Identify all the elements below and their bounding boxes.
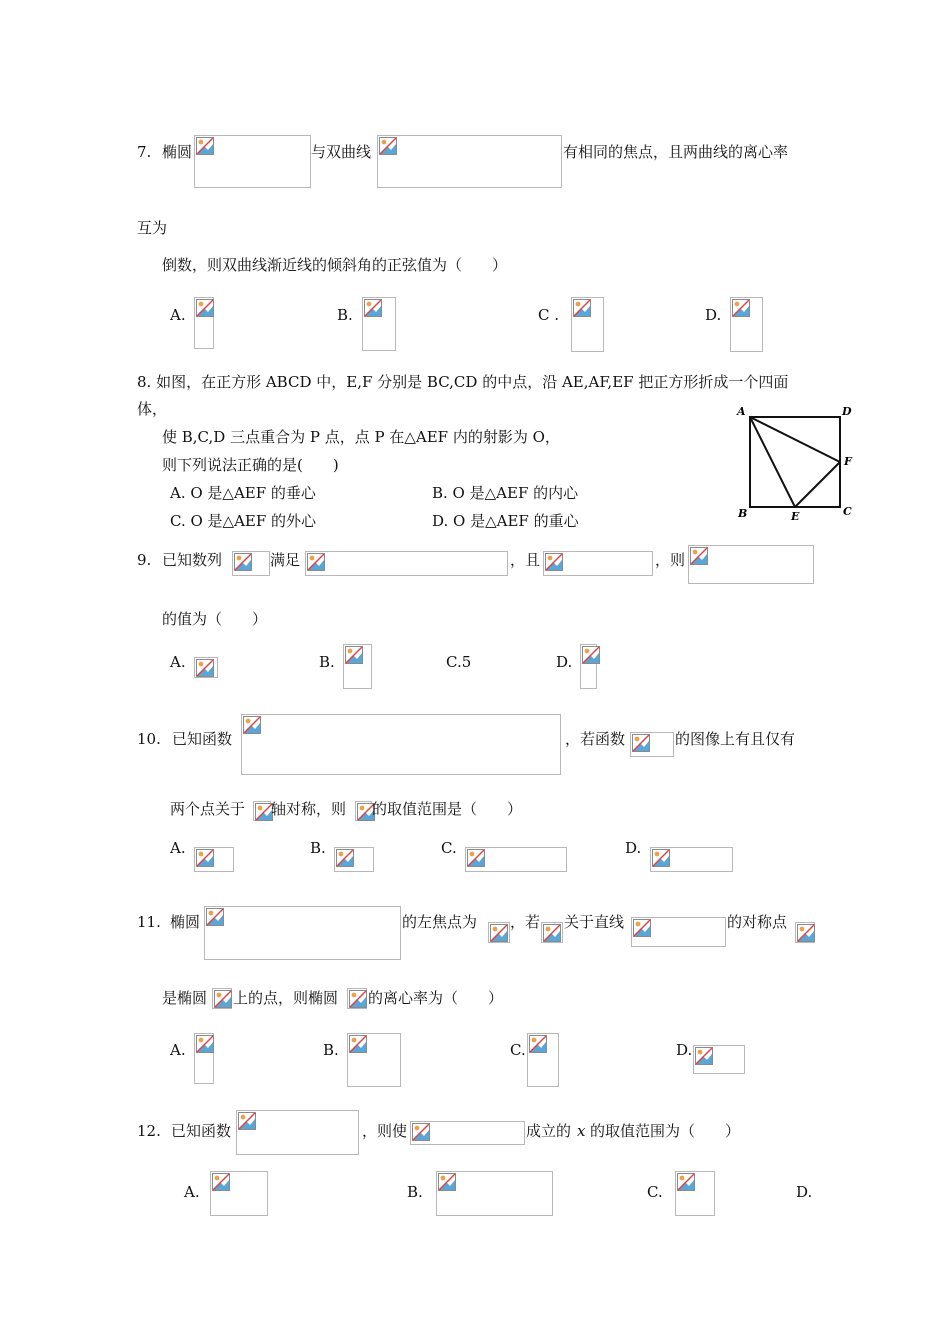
broken-image-icon xyxy=(529,1035,547,1053)
broken-image-icon xyxy=(677,1173,695,1191)
q12-number: 12. xyxy=(137,1122,161,1140)
q9-text: ，则 xyxy=(655,551,686,569)
formula-image xyxy=(580,644,597,689)
broken-image-icon xyxy=(582,646,600,664)
q12-variable: x xyxy=(577,1122,586,1140)
broken-image-icon xyxy=(797,924,815,942)
formula-image xyxy=(204,906,401,960)
formula-image xyxy=(571,297,604,352)
label-A: A xyxy=(737,405,746,418)
broken-image-icon xyxy=(307,553,325,571)
broken-image-icon xyxy=(438,1173,456,1191)
formula-image xyxy=(377,135,562,188)
broken-image-icon xyxy=(196,659,214,677)
q7-number: 7. xyxy=(137,143,152,161)
broken-image-icon xyxy=(364,299,382,317)
formula-image xyxy=(650,847,733,872)
q12-option-c: C. xyxy=(647,1183,663,1201)
q8-option-a: A. O 是△AEF 的垂心 xyxy=(170,484,316,502)
q11-text: 椭圆 xyxy=(170,913,201,931)
q8-line: 体， xyxy=(137,400,168,418)
q11-text: 是椭圆 xyxy=(162,989,208,1007)
q9-option-d: D. xyxy=(556,653,573,671)
formula-image xyxy=(194,1033,214,1084)
broken-image-icon xyxy=(545,553,563,571)
q10-text: 的图像上有且仅有 xyxy=(675,730,796,748)
broken-image-icon xyxy=(695,1047,713,1065)
formula-image xyxy=(194,847,234,872)
formula-image xyxy=(488,922,510,943)
formula-image xyxy=(212,988,232,1009)
q10-text: 两个点关于 xyxy=(170,800,246,818)
broken-image-icon xyxy=(243,716,261,734)
broken-image-icon xyxy=(349,990,367,1008)
q12-text: 已知函数 xyxy=(171,1122,232,1140)
q11-text: 的对称点 xyxy=(727,913,788,931)
formula-image xyxy=(527,1033,559,1087)
formula-image xyxy=(795,922,815,943)
q10-option-a: A. xyxy=(170,839,186,857)
q7-text: 倒数，则双曲线渐近线的倾斜角的正弦值为（ ） xyxy=(162,256,508,274)
q11-text: 的左焦点为 xyxy=(402,913,478,931)
q7-text: 椭圆 xyxy=(162,143,193,161)
formula-image xyxy=(253,801,271,821)
broken-image-icon xyxy=(690,547,708,565)
formula-image xyxy=(194,657,218,678)
formula-image xyxy=(194,297,214,349)
formula-image xyxy=(241,714,561,775)
q12-option-b: B. xyxy=(407,1183,423,1201)
q11-option-c: C. xyxy=(510,1041,526,1059)
formula-image xyxy=(436,1171,553,1216)
q8-option-d: D. O 是△AEF 的重心 xyxy=(432,512,579,530)
q9-text: ，且 xyxy=(510,551,541,569)
broken-image-icon xyxy=(196,299,214,317)
q9-text: 已知数列 xyxy=(162,551,223,569)
formula-image xyxy=(730,297,763,352)
broken-image-icon xyxy=(238,1112,256,1130)
formula-image xyxy=(305,551,508,576)
broken-image-icon xyxy=(196,849,214,867)
q11-text: 关于直线 xyxy=(564,913,625,931)
formula-image xyxy=(630,732,674,757)
q12-text: 的取值范围为（ ） xyxy=(590,1122,741,1140)
q7-option-d: D. xyxy=(705,306,722,324)
formula-image xyxy=(343,644,372,689)
q12-option-a: A. xyxy=(184,1183,200,1201)
broken-image-icon xyxy=(345,646,363,664)
q11-option-a: A. xyxy=(170,1041,186,1059)
q9-text: 满足 xyxy=(270,551,301,569)
q9-text: 的值为（ ） xyxy=(162,610,268,628)
formula-image xyxy=(541,922,563,943)
formula-image xyxy=(693,1045,745,1074)
q11-text: 的离心率为（ ） xyxy=(368,989,504,1007)
q11-option-b: B. xyxy=(323,1041,339,1059)
q9-option-b: B. xyxy=(319,653,335,671)
q7-text: 互为 xyxy=(137,219,168,237)
q10-text: ，若函数 xyxy=(565,730,626,748)
broken-image-icon xyxy=(632,734,650,752)
broken-image-icon xyxy=(543,924,561,942)
formula-image xyxy=(465,847,567,872)
q7-text: 与双曲线 xyxy=(311,143,372,161)
broken-image-icon xyxy=(633,919,651,937)
broken-image-icon xyxy=(573,299,591,317)
q11-option-d: D. xyxy=(676,1041,693,1059)
broken-image-icon xyxy=(732,299,750,317)
q7-option-a: A. xyxy=(170,306,186,324)
q8-option-c: C. O 是△AEF 的外心 xyxy=(170,512,317,530)
broken-image-icon xyxy=(206,908,224,926)
label-C: C xyxy=(843,505,852,518)
broken-image-icon xyxy=(212,1173,230,1191)
formula-image xyxy=(362,297,396,351)
q8-line: 8. 如图，在正方形 ABCD 中，E,F 分别是 BC,CD 的中点，沿 AE,AF,EF 把正方形折成一个四面 xyxy=(137,373,789,391)
formula-image xyxy=(347,988,367,1009)
formula-image xyxy=(232,551,270,576)
label-F: F xyxy=(844,455,852,468)
formula-image xyxy=(334,847,374,872)
q12-option-d: D. xyxy=(796,1183,813,1201)
broken-image-icon xyxy=(490,924,508,942)
q7-text: 有相同的焦点，且两曲线的离心率 xyxy=(563,143,789,161)
q7-option-b: B. xyxy=(337,306,353,324)
broken-image-icon xyxy=(196,137,214,155)
q11-number: 11. xyxy=(137,913,161,931)
formula-image xyxy=(194,135,311,188)
q11-text: ，若 xyxy=(510,913,541,931)
q10-option-d: D. xyxy=(625,839,642,857)
label-B: B xyxy=(738,507,748,520)
q10-text: 已知函数 xyxy=(172,730,233,748)
formula-image xyxy=(355,801,372,821)
broken-image-icon xyxy=(379,137,397,155)
label-E: E xyxy=(791,510,800,523)
formula-image xyxy=(543,551,653,576)
broken-image-icon xyxy=(336,849,354,867)
square-fold-figure xyxy=(732,402,857,524)
broken-image-icon xyxy=(196,1035,214,1053)
q9-number: 9. xyxy=(137,551,152,569)
q8-line: 使 B,C,D 三点重合为 P 点，点 P 在△AEF 内的射影为 O， xyxy=(162,428,560,446)
q7-option-c: C . xyxy=(538,306,560,324)
q10-option-c: C. xyxy=(441,839,457,857)
formula-image xyxy=(675,1171,715,1216)
formula-image xyxy=(236,1110,359,1155)
formula-image xyxy=(688,545,814,584)
q12-text: ，则使 xyxy=(362,1122,408,1140)
q10-number: 10. xyxy=(137,730,161,748)
label-D: D xyxy=(842,405,852,418)
q11-text: 上的点，则椭圆 xyxy=(233,989,339,1007)
broken-image-icon xyxy=(234,553,252,571)
q8-option-b: B. O 是△AEF 的内心 xyxy=(432,484,579,502)
q9-option-a: A. xyxy=(170,653,186,671)
broken-image-icon xyxy=(412,1123,430,1141)
q10-option-b: B. xyxy=(310,839,326,857)
formula-image xyxy=(631,917,726,947)
broken-image-icon xyxy=(214,990,232,1008)
q10-text: 轴对称，则 xyxy=(271,800,347,818)
broken-image-icon xyxy=(467,849,485,867)
broken-image-icon xyxy=(652,849,670,867)
q12-text: 成立的 xyxy=(526,1122,572,1140)
q8-line: 则下列说法正确的是( ) xyxy=(162,456,339,474)
q10-text: 的取值范围是（ ） xyxy=(372,800,523,818)
formula-image xyxy=(347,1033,401,1087)
broken-image-icon xyxy=(349,1035,367,1053)
q9-option-c: C.5 xyxy=(446,653,472,671)
formula-image xyxy=(210,1171,268,1216)
formula-image xyxy=(410,1121,525,1145)
